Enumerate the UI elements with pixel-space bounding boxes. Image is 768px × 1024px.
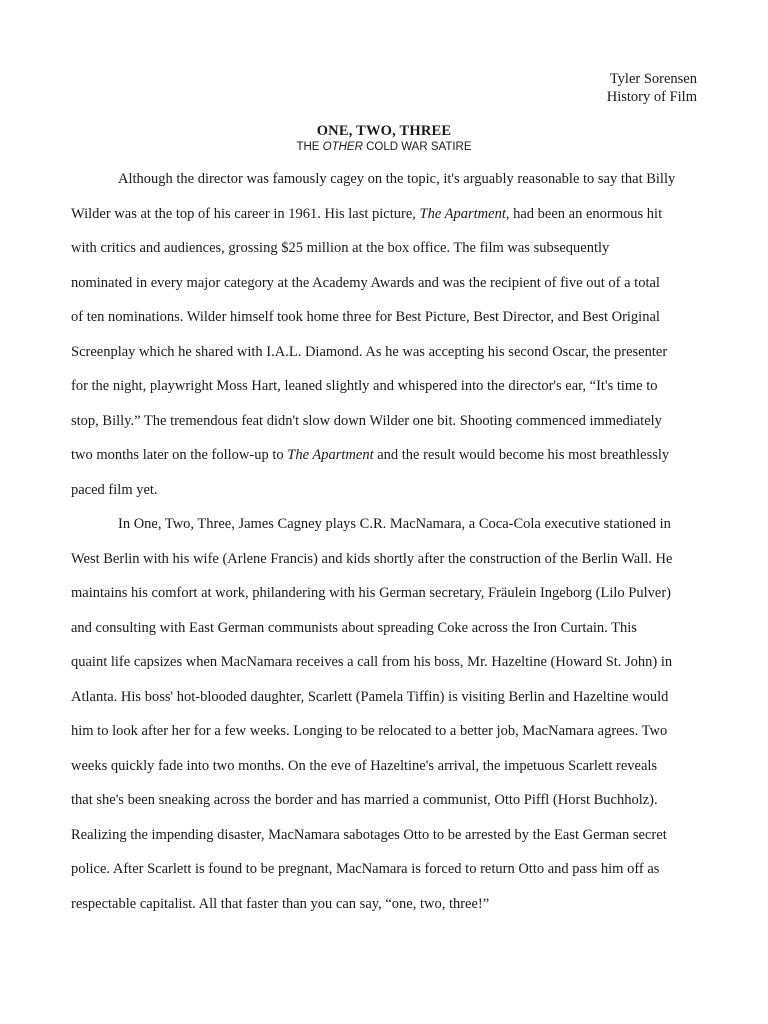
- paragraph-line: [71, 446, 697, 464]
- paragraph-line: respectable capitalist. All that faster than you can say, “one, two, three!”: [71, 896, 490, 912]
- paragraph-line: police. After Scarlett is found to be pregnant, MacNamara is forced to return Otto and pass him off as: [71, 861, 660, 877]
- film-title: The Apartment: [419, 206, 506, 222]
- subtitle-suffix: COLD WAR SATIRE: [362, 141, 472, 153]
- author-name: Tyler Sorensen: [609, 71, 697, 87]
- line-text: Wilder was at the top of his career in 1961. His last picture,: [71, 206, 420, 222]
- document-title: ONE, TWO, THREE: [316, 123, 452, 139]
- document-subtitle: [0, 140, 768, 154]
- paragraph-line: Atlanta. His boss' hot-blooded daughter, Scarlett (Pamela Tiffin) is visiting Berlin and Hazeltine would: [71, 689, 669, 705]
- paragraph-line: Screenplay which he shared with I.A.L. Diamond. As he was accepting his second Oscar, the presenter: [71, 344, 668, 360]
- paragraph-line: and consulting with East German communists about spreading Coke across the Iron Curtain. This: [71, 620, 637, 636]
- paragraph-line: nominated in every major category at the Academy Awards and was the recipient of five out of a total: [71, 275, 660, 291]
- line-text: , had been an enormous hit: [505, 206, 663, 222]
- paragraph-line: of ten nominations. Wilder himself took home three for Best Picture, Best Director, and Best Original: [71, 309, 660, 325]
- paragraph-line: paced film yet.: [71, 482, 158, 498]
- paragraph-line: weeks quickly fade into two months. On the eve of Hazeltine's arrival, the impetuous Scarlett reveals: [71, 758, 658, 774]
- paragraph-line: quaint life capsizes when MacNamara receives a call from his boss, Mr. Hazeltine (Howard St. John) in: [71, 654, 673, 670]
- course-name: History of Film: [606, 89, 697, 105]
- line-text: and the result would become his most breathlessly: [373, 447, 670, 463]
- paragraph-line: that she's been sneaking across the border and has married a communist, Otto Piffl (Horst Buchholz).: [71, 792, 658, 808]
- paragraph-line: Realizing the impending disaster, MacNamara sabotages Otto to be arrested by the East German secret: [71, 827, 667, 843]
- paragraph-line: Although the director was famously cagey on the topic, it's arguably reasonable to say that Billy: [118, 171, 676, 187]
- film-title: The Apartment: [287, 447, 374, 463]
- author-header: [607, 70, 697, 106]
- subtitle-emphasis: OTHER: [322, 141, 363, 153]
- paragraph-line: maintains his comfort at work, philandering with his German secretary, Fräulein Ingeborg (Lilo Pulver): [71, 585, 671, 601]
- paragraph-line: In One, Two, Three, James Cagney plays C.R. MacNamara, a Coca-Cola executive stationed in: [118, 516, 671, 532]
- paragraph-line: with critics and audiences, grossing $25 million at the box office. The film was subsequently: [71, 240, 610, 256]
- paragraph-line: for the night, playwright Moss Hart, leaned slightly and whispered into the director's ear, “It's time to: [71, 378, 658, 394]
- paragraph-line: stop, Billy.” The tremendous feat didn't slow down Wilder one bit. Shooting commenced immediately: [71, 413, 662, 429]
- paragraph-line: West Berlin with his wife (Arlene Francis) and kids shortly after the construction of the Berlin Wall. He: [71, 551, 673, 567]
- paragraph-line: him to look after her for a few weeks. Longing to be relocated to a better job, MacNamara agrees. Two: [71, 723, 668, 739]
- paragraph-line: [71, 205, 697, 223]
- line-text: two months later on the follow-up to: [71, 447, 288, 463]
- subtitle-prefix: THE: [296, 141, 323, 153]
